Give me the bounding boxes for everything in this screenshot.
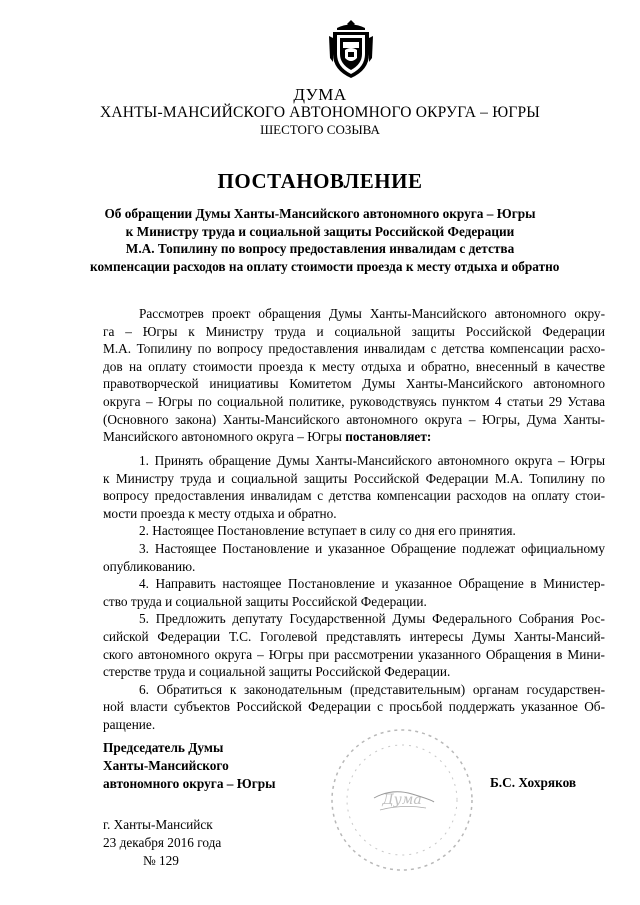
point-line: 3. Настоящее Постановление и указанное Обращение подлежат официальному xyxy=(139,540,605,556)
preamble-line: дов на оплату стоимости проезда к месту отдыха и обратно, внесенный в качестве xyxy=(103,358,605,374)
resolves-word: постановляет: xyxy=(345,429,432,445)
signatory-name: Б.С. Хохряков xyxy=(490,775,577,790)
place-date-number xyxy=(103,816,221,870)
svg-text:Дума: Дума xyxy=(382,792,422,808)
official-seal-stamp xyxy=(322,720,482,880)
document-subject xyxy=(90,205,560,275)
city: г. Ханты-Мансийск xyxy=(103,817,213,832)
point-line: ского автономного округа – Югры при рассмотрении указанного Обращения в Мини- xyxy=(103,646,605,662)
signatory-position xyxy=(103,739,276,793)
signatory-line: Председатель Думы xyxy=(103,740,224,755)
coat-of-arms-emblem xyxy=(327,18,375,80)
point-line: опубликованию. xyxy=(103,558,196,574)
point-line: 4. Направить настоящее Постановление и указанное Обращение в Министер- xyxy=(139,576,605,592)
subject-line: Об обращении Думы Ханты-Мансийского автономного округа – Югры xyxy=(104,206,536,221)
point-line: сийской Федерации Т.С. Гоголевой представлять интересы Думы Ханты-Мансий- xyxy=(103,628,605,644)
preamble-paragraph xyxy=(103,305,605,446)
preamble-line: Рассмотрев проект обращения Думы Ханты-Мансийского автономного окру- xyxy=(139,306,605,321)
point-line: стерстве труда и социальной защиты Российской Федерации. xyxy=(103,664,451,680)
header-region: ХАНТЫ-МАНСИЙСКОГО АВТОНОМНОГО ОКРУГА – ЮГРЫ xyxy=(99,104,541,121)
date: 23 декабря 2016 года xyxy=(103,835,222,850)
point-line: ной власти субъектов Российской Федерации с просьбой поддержать указанное Об- xyxy=(103,699,605,715)
point-line: вопросу предоставления инвалидам с детства компенсации расходов на оплату стои- xyxy=(103,488,605,504)
point-line: 1. Принять обращение Думы Ханты-Мансийского автономного округа – Югры xyxy=(139,453,605,468)
point-line: к Министру труда и социальной защиты Российской Федерации М.А. Топилину по xyxy=(103,470,605,486)
point-line: 2. Настоящее Постановление вступает в силу со дня его принятия. xyxy=(139,523,516,539)
header-convocation: ШЕСТОГО СОЗЫВА xyxy=(260,122,380,137)
signatory-line: автономного округа – Югры xyxy=(103,776,276,791)
subject-line: к Министру труда и социальной защиты Российской Федерации xyxy=(125,223,515,239)
point-line: ращение. xyxy=(103,716,156,732)
preamble-line: правотворческой инициативы Комитетом Думы Ханты-Мансийского автономного xyxy=(103,376,605,392)
subject-line: М.А. Топилину по вопросу предоставления инвалидам с детства xyxy=(125,241,515,256)
preamble-line: га – Югры к Министру труда и социальной защиты Российской Федерации xyxy=(103,323,605,339)
preamble-line: (Основного закона) Ханты-Мансийского автономного округа – Югры, Дума Ханты- xyxy=(103,411,605,427)
point-line: 5. Предложить депутату Государственной Думы Федерального Собрания Рос- xyxy=(139,611,605,627)
preamble-line: округа – Югры по социальной политике, руководствуясь пунктом 4 статьи 29 Устава xyxy=(103,393,605,409)
subject-line: компенсации расходов на оплату стоимости проезда к месту отдыха и обратно xyxy=(90,258,560,274)
preamble-line: М.А. Топилину по вопросу предоставления инвалидам с детства компенсации расхо- xyxy=(103,341,605,357)
preamble-line xyxy=(103,428,605,446)
header-duma: ДУМА xyxy=(293,85,347,104)
preamble-text: Мансийского автономного округа – Югры xyxy=(103,429,346,445)
point-line: ство труда и социальной защиты Российской Федерации. xyxy=(103,593,427,609)
signatory-line: Ханты-Мансийского xyxy=(103,758,229,773)
document-title: ПОСТАНОВЛЕНИЕ xyxy=(217,169,423,193)
resolution-points xyxy=(103,452,605,734)
document-number: № 129 xyxy=(143,853,179,868)
point-line: 6. Обратиться к законодательным (представительным) органам государствен- xyxy=(139,681,605,697)
point-line: мости проезда к месту отдыха и обратно. xyxy=(103,505,337,521)
